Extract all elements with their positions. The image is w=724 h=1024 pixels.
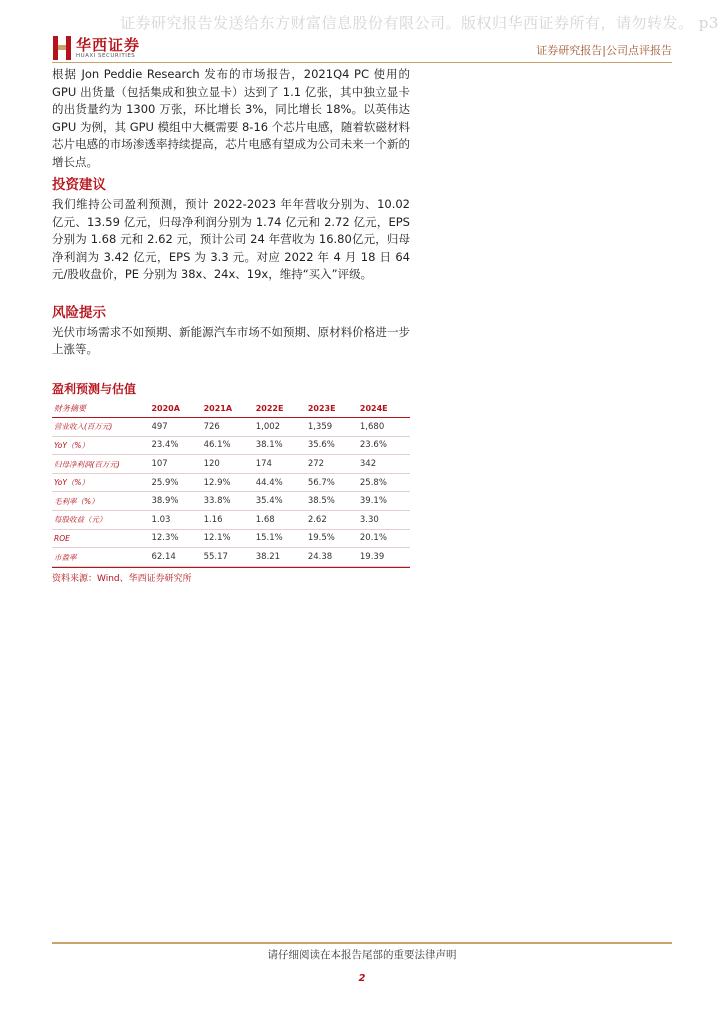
table-cell: 1.16 [202,511,254,530]
main-content [52,66,410,584]
table-cell: 497 [149,418,201,437]
row-label: 营业收入(百万元) [52,418,149,437]
risk-title: 风险提示 [52,304,106,321]
table-cell: 62.14 [149,548,201,567]
report-type: 证券研究报告|公司点评报告 [536,44,672,57]
table-cell: 272 [306,455,358,474]
row-label: YoY（%） [52,436,149,455]
table-cell: 56.7% [306,473,358,492]
table-cell: 46.1% [202,436,254,455]
table-cell: 120 [202,455,254,474]
table-cell: 1,002 [254,418,306,437]
table-cell: 19.5% [306,529,358,548]
table-row [52,548,410,567]
huaxi-logo-icon [52,34,72,62]
header-divider [52,62,672,63]
table-cell: 2.62 [306,511,358,530]
table-cell: 55.17 [202,548,254,567]
table-row [52,436,410,455]
table-title: 盈利预测与估值 [52,381,137,396]
table-cell: 35.4% [254,492,306,511]
table-row [52,511,410,530]
table-cell: 12.1% [202,529,254,548]
row-label: 毛利率（%） [52,492,149,511]
table-row [52,418,410,437]
table-cell: 342 [358,455,410,474]
header-cell: 2020A [149,400,201,418]
page-number: 2 [358,973,366,984]
table-cell: 33.8% [202,492,254,511]
table-cell: 24.38 [306,548,358,567]
table-cell: 19.39 [358,548,410,567]
table-cell: 12.3% [149,529,201,548]
table-cell: 1.68 [254,511,306,530]
table-cell: 38.1% [254,436,306,455]
investment-text: 我们维持公司盈利预测，预计 2022-2023 年年营收分别为、10.02 亿元、13.59 亿元，归母净利润分别为 1.74 亿元和 2.72 亿元，EPS 分别为 1.68 元和 2.62 元，预计公司 24 年营收为 16.80亿元，归母净利润为 3.42 亿元，EPS 为 3.3 元。对应 2022 年 4 月 18 日 64 元/股收盘价，PE 分别为 38x、24x、19x，维持“买入”评级。 [52,197,410,281]
header-cell: 财务摘要 [52,400,149,418]
table-cell: 174 [254,455,306,474]
table-cell: 38.9% [149,492,201,511]
table-cell: 12.9% [202,473,254,492]
table-cell: 726 [202,418,254,437]
row-label: ROE [52,529,149,548]
table-cell: 39.1% [358,492,410,511]
table-row [52,492,410,511]
table-bottom-rule [52,567,410,568]
watermark: 证券研究报告发送给东方财富信息股份有限公司。版权归华西证券所有，请勿转发。 p3 [120,14,719,32]
table-cell: 25.9% [149,473,201,492]
row-label: 市盈率 [52,548,149,567]
table-cell: 23.6% [358,436,410,455]
investment-title: 投资建议 [52,177,106,193]
table-cell: 107 [149,455,201,474]
table-cell: 15.1% [254,529,306,548]
table-header-row [52,400,410,418]
table-cell: 20.1% [358,529,410,548]
header-cell: 2021A [202,400,254,418]
row-label: YoY（%） [52,473,149,492]
intro-paragraph: 根据 Jon Peddie Research 发布的市场报告，2021Q4 PC 使用的 GPU 出货量（包括集成和独立显卡）达到了 1.1 亿张，其中独立显卡的出货量约为 1300 万张，环比增长 3%，同比增长 18%。以英伟达 GPU 为例，其 GPU 模组中大概需要 8-16 个芯片电感，随着软磁材料芯片电感的市场渗透率持续提高，芯片电感有望成为公司未来一个新的增长点。 [52,67,410,169]
table-cell: 35.6% [306,436,358,455]
table-cell: 44.4% [254,473,306,492]
table-cell: 1,359 [306,418,358,437]
header-cell: 2022E [254,400,306,418]
table-cell: 1.03 [149,511,201,530]
table-row [52,455,410,474]
footer-divider [52,942,672,944]
table-cell: 38.21 [254,548,306,567]
header-cell: 2024E [358,400,410,418]
table-cell: 38.5% [306,492,358,511]
risk-text: 光伏市场需求不如预期、新能源汽车市场不如预期、原材料价格进一步上涨等。 [52,324,410,356]
financial-table [52,400,410,567]
table-cell: 3.30 [358,511,410,530]
row-label: 每股收益（元） [52,511,149,530]
table-cell: 23.4% [149,436,201,455]
header-cell: 2023E [306,400,358,418]
table-row [52,529,410,548]
table-row [52,473,410,492]
logo-text-en: HUAXI SECURITIES [76,53,136,59]
logo-text-cn: 华西证券 [76,36,141,54]
table-cell: 1,680 [358,418,410,437]
table-source: 资料来源：Wind、华西证券研究所 [52,573,192,584]
row-label: 归母净利润(百万元) [52,455,149,474]
legal-notice: 请仔细阅读在本报告尾部的重要法律声明 [267,949,457,961]
table-cell: 25.8% [358,473,410,492]
